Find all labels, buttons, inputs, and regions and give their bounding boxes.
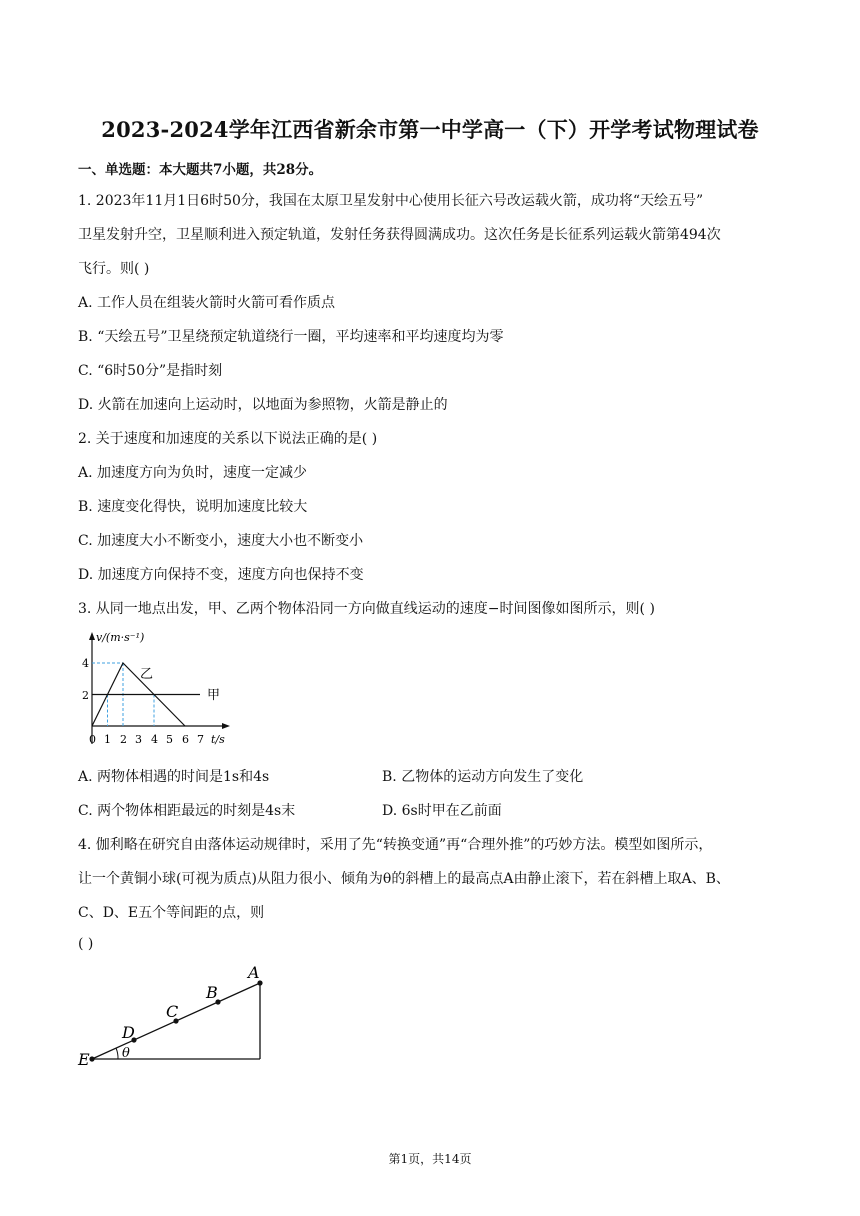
- label-d: D: [122, 1023, 135, 1042]
- q3-option-a: A. 两物体相遇的时间是1s和4s: [78, 769, 270, 785]
- q1-option-d: D. 火箭在加速向上运动时，以地面为参照物，火箭是静止的: [78, 397, 448, 413]
- q3-option-d: D. 6s时甲在乙前面: [382, 803, 502, 819]
- point-e: [89, 1056, 94, 1061]
- x-tick-2: 2: [120, 733, 127, 746]
- label-c: C: [166, 1002, 179, 1021]
- x-axis-arrow: [222, 723, 230, 729]
- y-tick-2: 2: [82, 689, 89, 702]
- q2-stem: 2. 关于速度和加速度的关系以下说法正确的是( ): [78, 431, 378, 447]
- y-tick-4: 4: [82, 657, 89, 670]
- label-theta: θ: [122, 1046, 130, 1061]
- label-b: B: [206, 983, 218, 1002]
- y-axis-arrow: [89, 632, 95, 640]
- label-jia: 甲: [207, 688, 221, 703]
- q4-stem-line-1: 4. 伽利略在研究自由落体运动规律时，采用了先“转换变通”再“合理外推”的巧妙方法。模型如图所示，: [78, 837, 713, 853]
- x-tick-4: 4: [151, 733, 158, 746]
- x-tick-7: 7: [197, 733, 204, 746]
- q2-option-a: A. 加速度方向为负时，速度一定减少: [78, 465, 308, 481]
- q2-option-d: D. 加速度方向保持不变，速度方向也保持不变: [78, 567, 364, 583]
- x-tick-3: 3: [135, 733, 142, 746]
- q2-option-b: B. 速度变化得快，说明加速度比较大: [78, 499, 308, 515]
- x-axis-label: t/s: [211, 733, 225, 746]
- label-a: A: [248, 963, 260, 982]
- label-e: E: [78, 1050, 90, 1069]
- q4-stem-line-3: C、D、E五个等间距的点，则: [78, 905, 265, 921]
- label-yi: 乙: [140, 667, 154, 682]
- x-tick-5: 5: [166, 733, 173, 746]
- x-tick-0: 0: [89, 733, 96, 746]
- x-tick-6: 6: [182, 733, 189, 746]
- incline-figure: [74, 962, 274, 1072]
- q1-option-a: A. 工作人员在组装火箭时火箭可看作质点: [78, 295, 336, 311]
- page-footer: 第1页，共14页: [388, 1152, 472, 1166]
- q3-option-b: B. 乙物体的运动方向发生了变化: [382, 769, 584, 785]
- page-title: 2023-2024学年江西省新余市第一中学高一（下）开学考试物理试卷: [101, 117, 759, 142]
- q1-stem-line-2: 卫星发射升空，卫星顺利进入预定轨道，发射任务获得圆满成功。这次任务是长征系列运载火箭第494次: [78, 227, 721, 243]
- angle-arc: [116, 1048, 118, 1059]
- q4-answer-blank: ( ): [78, 936, 94, 952]
- q1-option-b: B. “天绘五号”卫星绕预定轨道绕行一圈，平均速率和平均速度均为零: [78, 329, 504, 345]
- q4-stem-line-2: 让一个黄铜小球(可视为质点)从阻力很小、倾角为θ的斜槽上的最高点A由静止滚下，若在斜槽上取A、B、: [78, 871, 730, 887]
- x-tick-1: 1: [104, 733, 111, 746]
- q3-option-c: C. 两个物体相距最远的时刻是4s末: [78, 803, 296, 819]
- q2-option-c: C. 加速度大小不断变小，速度大小也不断变小: [78, 533, 364, 549]
- y-axis-label: v/(m·s⁻¹): [96, 631, 145, 644]
- q1-option-c: C. “6时50分”是指时刻: [78, 363, 223, 379]
- q1-stem-line-1: 1. 2023年11月1日6时50分，我国在太原卫星发射中心使用长征六号改运载火箭，成功将“天绘五号”: [78, 193, 704, 209]
- section-heading: 一、单选题：本大题共7小题，共28分。: [78, 162, 323, 178]
- q3-stem: 3. 从同一地点出发，甲、乙两个物体沿同一方向做直线运动的速度−时间图像如图所示，则( ): [78, 601, 655, 617]
- q1-stem-line-3: 飞行。则( ): [78, 261, 150, 277]
- vt-graph: [76, 628, 246, 750]
